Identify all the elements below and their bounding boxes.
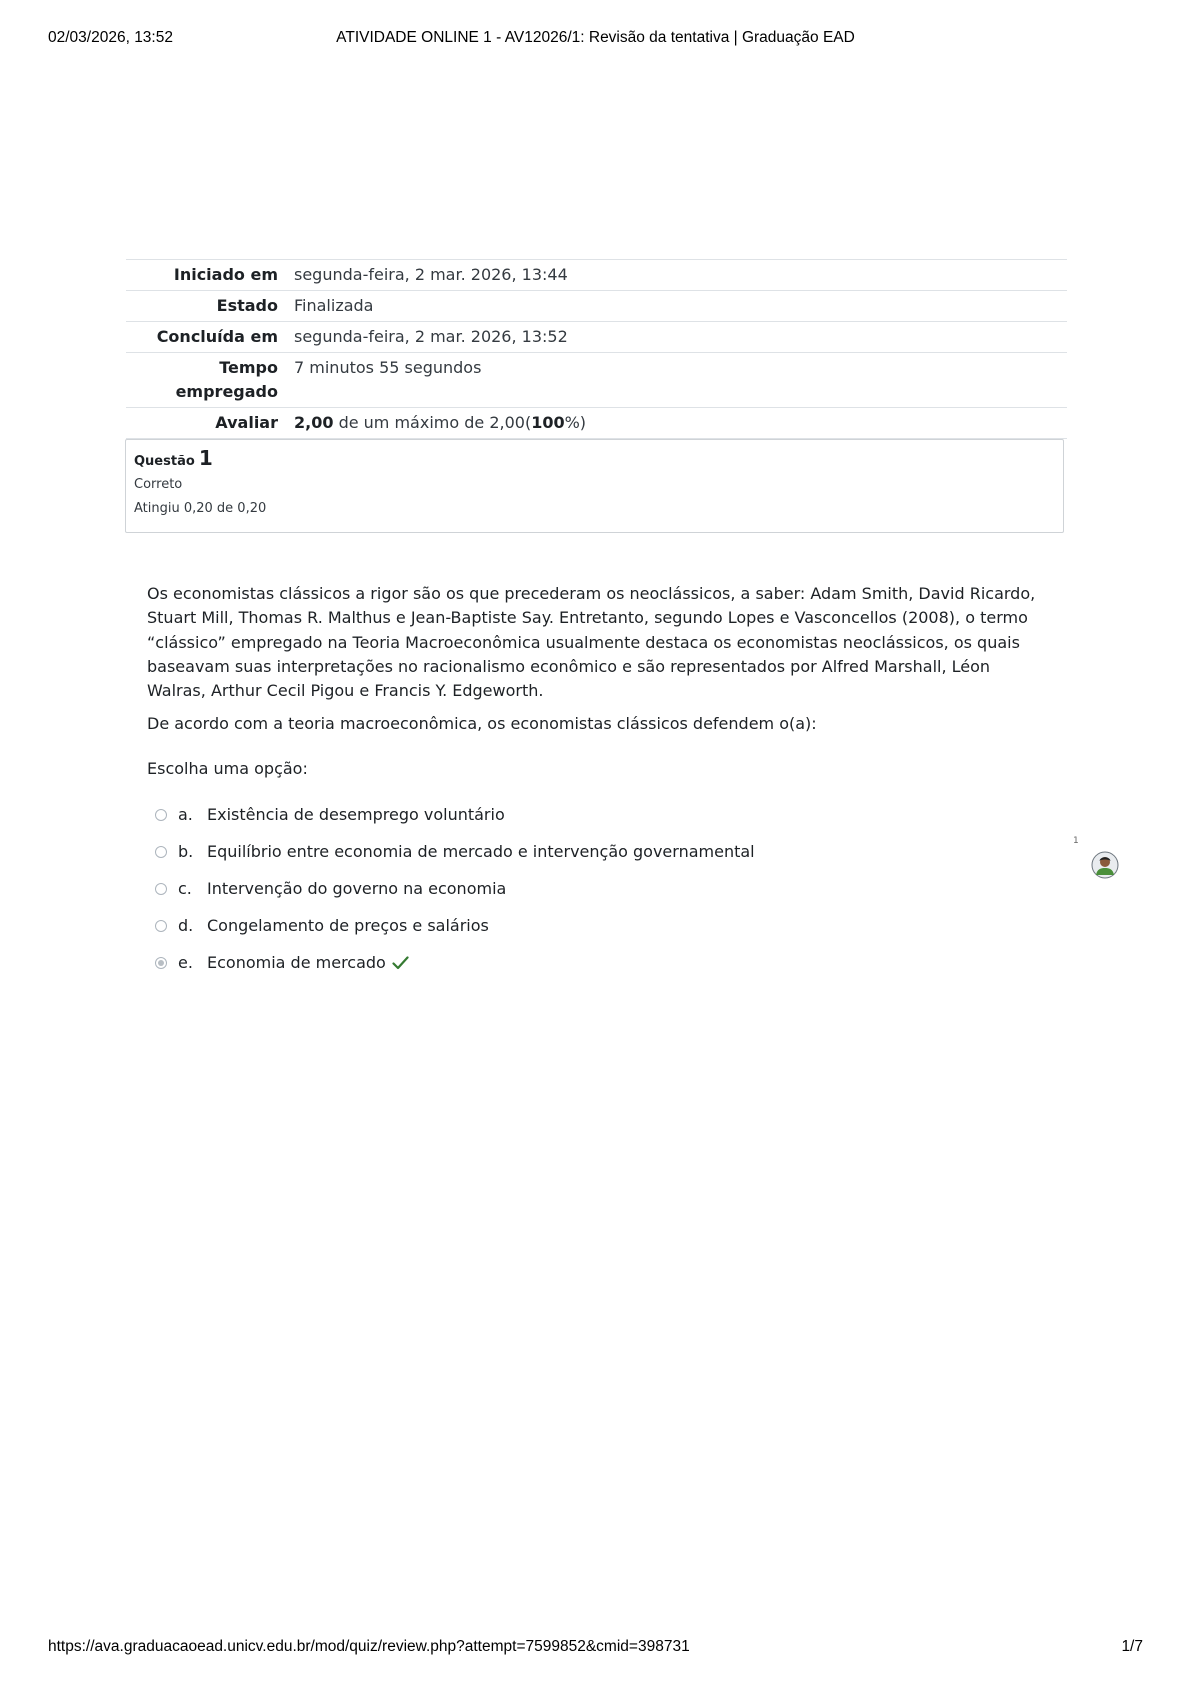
answer-option-a[interactable] [155,796,1015,833]
answer-option-e[interactable] [155,944,1015,981]
print-url[interactable]: https://ava.graduacaoead.unicv.edu.br/mod/quiz/review.php?attempt=7599852&cmid=398731 [48,1638,690,1655]
option-text: Existência de desemprego voluntário [207,805,505,824]
question-number-value: 1 [198,446,213,470]
option-text: Intervenção do governo na economia [207,879,507,898]
time-label [126,353,294,408]
option-letter: e. [178,953,193,972]
started-value: segunda-feira, 2 mar. 2026, 13:44 [294,265,568,284]
answer-option-d[interactable] [155,907,1015,944]
question-status: Correto [134,477,183,492]
question-number [134,446,1055,470]
option-letter: a. [178,805,193,824]
side-counter: 1 [1073,836,1079,846]
completed-value: segunda-feira, 2 mar. 2026, 13:52 [294,327,568,346]
question-text [147,582,1037,746]
summary-row-grade [126,408,1067,439]
summary-row-started [126,260,1067,291]
question-info-box [125,439,1064,533]
option-letter: c. [178,879,192,898]
state-value: Finalizada [294,296,374,315]
attempt-summary-table [126,259,1067,439]
correct-check-icon [392,956,409,970]
completed-label: Concluída em [156,327,278,346]
option-text: Congelamento de preços e salários [207,916,489,935]
state-label: Estado [216,296,278,315]
summary-row-state [126,291,1067,322]
grade-score: 2,00 [294,413,334,432]
summary-row-time [126,353,1067,408]
print-datetime: 02/03/2026, 13:52 [48,29,173,46]
grade-mid: de um máximo de 2,00( [333,413,532,432]
option-letter: d. [178,916,194,935]
radio-b[interactable] [155,846,167,858]
grade-value [294,408,1067,439]
answer-option-c[interactable] [155,870,1015,907]
grade-percent: 100 [531,413,565,432]
option-letter: b. [178,842,194,861]
answer-option-b[interactable] [155,833,1015,870]
time-value: 7 minutos 55 segundos [294,358,482,377]
user-avatar-icon[interactable] [1091,851,1119,879]
answer-options [155,796,1015,981]
started-label: Iniciado em [173,265,278,284]
choose-option-label: Escolha uma opção: [147,759,308,778]
question-label: Questão [134,454,195,469]
question-prompt: De acordo com a teoria macroeconômica, os economistas clássicos defendem o(a): [147,714,817,734]
print-page-number: 1/7 [1121,1638,1143,1655]
option-text: Equilíbrio entre economia de mercado e intervenção governamental [207,842,755,861]
grade-end: %) [564,413,587,432]
radio-d[interactable] [155,920,167,932]
time-label-line1: Tempo [219,358,278,377]
radio-e-selected[interactable] [155,957,167,969]
option-text: Economia de mercado [207,953,386,972]
grade-label: Avaliar [215,413,278,432]
time-label-line2: empregado [175,382,278,401]
question-mark: Atingiu 0,20 de 0,20 [134,501,267,516]
question-paragraph: Os economistas clássicos a rigor são os que precederam os neoclássicos, a saber: Adam Smith, David Ricardo, Stuart Mill, Thomas R. Malthus e Jean-Baptiste Say. Entretanto, segundo Lopes e Vasconcellos (2008), o termo “clássico” empregado na Teoria Macroeconômica usualmente destaca os economistas neoclássicos, os quais baseavam suas interpretações no racionalismo econômico e são representados por Alfred Marshall, Léon Walras, Arthur Cecil Pigou e Francis Y. Edgeworth. [147,584,1036,701]
radio-c[interactable] [155,883,167,895]
print-page-title: ATIVIDADE ONLINE 1 - AV12026/1: Revisão da tentativa | Graduação EAD [336,29,855,46]
summary-row-completed [126,322,1067,353]
radio-a[interactable] [155,809,167,821]
